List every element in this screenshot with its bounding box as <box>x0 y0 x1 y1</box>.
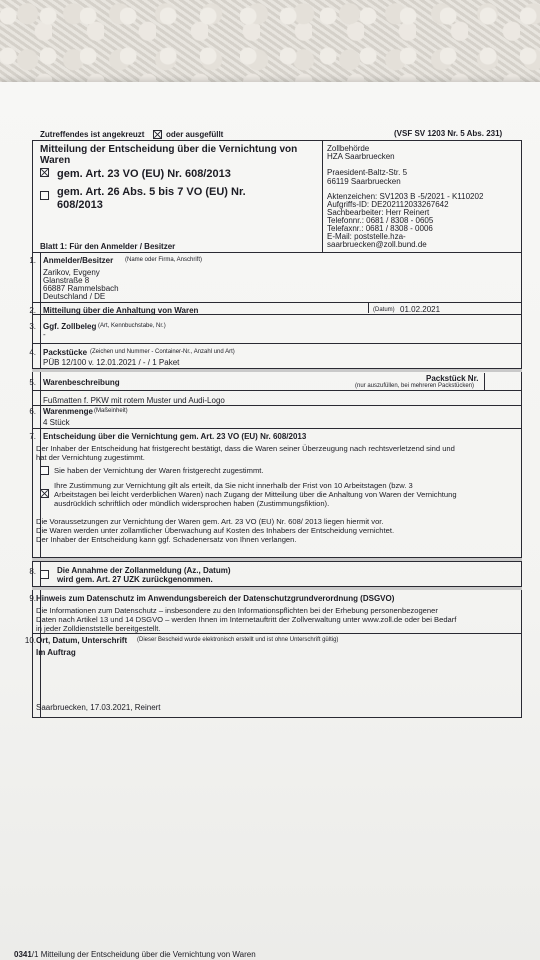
packages-value: PÜB 12/100 v. 12.01.2021 / - / 1 Paket <box>43 358 180 367</box>
consent-fiction-line-2: Arbeitstagen bei leicht verderblichen Waren) nach Zugang der Mitteilung über die Anhaltung von Waren der Vernichtung <box>54 490 457 499</box>
email-label: E-Mail: poststelle.hza- <box>327 232 406 241</box>
document-page <box>0 82 540 960</box>
goods-quantity: 4 Stück <box>43 418 70 427</box>
privacy-line-1: Die Informationen zum Datenschutz – insbesondere zu den Informationspflichten bei der Erhebung personenbezogener <box>36 606 438 615</box>
withdrawal-line-2: wird gem. Art. 27 UZK zurückgenommen. <box>57 575 213 584</box>
section-2-title: Mitteilung über die Anhaltung von Waren <box>43 306 199 315</box>
section-9-title: Hinweis zum Datenschutz im Anwendungsbereich der Datenschutzgrundverordnung (DSGVO) <box>36 594 395 603</box>
authority-name: HZA Saarbruecken <box>327 152 395 161</box>
form-reference: (VSF SV 1203 Nr. 5 Abs. 231) <box>394 129 503 138</box>
decision-outro-1: Die Voraussetzungen zur Vernichtung der Waren gem. Art. 23 VO (EU) Nr. 608/ 2013 liegen hiermit vor. <box>36 517 384 526</box>
telefon: Telefonnr.: 0681 / 8308 - 0605 <box>327 216 434 225</box>
consent-fiction-line-3: ausdrücklich schriftlich oder mündlich widersprochen haben (Zustimmungsfiktion). <box>54 499 330 508</box>
consent-given-checkbox[interactable] <box>40 466 49 475</box>
section-3-hint: (Art, Kennbuchstabe, Nr.) <box>98 323 166 329</box>
place-date-signature: Saarbruecken, 17.03.2021, Reinert <box>36 703 161 712</box>
section-5-number: 5. <box>29 378 36 387</box>
applicant-name: Zarikov, Evgeny <box>43 268 100 277</box>
document-title: Mitteilung der Entscheidung über die Vernichtung von <box>40 144 298 155</box>
decision-outro-3: Der Inhaber der Entscheidung kann ggf. Schadenersatz von Ihnen verlangen. <box>36 535 297 544</box>
section-3-title: Ggf. Zollbeleg <box>43 322 97 331</box>
section-6-hint: (Maßeinheit) <box>94 408 128 414</box>
package-number-label: Packstück Nr. <box>426 374 479 383</box>
section-6-number: 6. <box>29 407 36 416</box>
background-carpet <box>0 0 540 95</box>
sample-checkbox-icon <box>153 130 162 139</box>
section-10-title: Ort, Datum, Unterschrift <box>36 636 128 645</box>
section-10-hint: (Dieser Bescheid wurde elektronisch erstellt und ist ohne Unterschrift gültig) <box>137 637 339 643</box>
consent-given-label: Sie haben der Vernichtung der Waren fristgerecht zugestimmt. <box>54 466 264 475</box>
decision-outro-2: Die Waren werden unter zollamtlicher Überwachung auf Kosten des Inhabers der Entscheidung vernichtet. <box>36 526 395 535</box>
footer-suffix: /1 <box>31 950 39 959</box>
sachbearbeiter: Sachbearbeiter: Herr Reinert <box>327 208 430 217</box>
instruction-text: Zutreffendes ist angekreuzt <box>40 130 145 139</box>
section-2-number: 2. <box>29 306 36 315</box>
footer <box>14 950 256 959</box>
footer-code: 0341 <box>14 950 32 959</box>
section-8-number: 8. <box>29 567 36 576</box>
section-4-number: 4. <box>29 348 36 357</box>
instruction-suffix: oder ausgefüllt <box>166 130 224 139</box>
aufgriffs-id: Aufgriffs-ID: DE202112033267642 <box>327 200 449 209</box>
section-4-title: Packstücke <box>43 348 88 357</box>
section-10-number: 10. <box>24 636 36 645</box>
section-2-date-label: (Datum) <box>373 307 395 313</box>
option-art23-label: gem. Art. 23 VO (EU) Nr. 608/2013 <box>57 168 231 180</box>
customs-document-value: - <box>43 330 46 339</box>
aktenzeichen: Aktenzeichen: SV1203 B -5/2021 - K110202 <box>327 192 484 201</box>
privacy-line-2: Daten nach Artikel 13 und 14 DSGVO – werden Ihnen im Internetauftritt der Zollverwaltung unter www.zoll.de oder bei Bedarf <box>36 615 457 624</box>
telefax: Telefaxnr.: 0681 / 8308 - 0006 <box>327 224 433 233</box>
option-art23-checkbox[interactable] <box>40 168 49 177</box>
option-art26-label-cont: 608/2013 <box>57 199 103 211</box>
section-1-title: Anmelder/Besitzer <box>43 256 114 265</box>
section-1-hint: (Name oder Firma, Anschrift) <box>125 257 203 263</box>
decision-intro-1: Der Inhaber der Entscheidung hat fristgerecht bestätigt, dass die Waren seiner Überzeugung nach rechtsverletzend sind und <box>36 444 455 453</box>
applicant-street: Glanstraße 8 <box>43 276 90 285</box>
section-4-hint: (Zeichen und Nummer - Container-Nr., Anzahl und Art) <box>90 349 235 355</box>
option-art26-label: gem. Art. 26 Abs. 5 bis 7 VO (EU) Nr. <box>57 186 246 198</box>
applicant-city: 66887 Rammelsbach <box>43 284 119 293</box>
retention-date: 01.02.2021 <box>400 305 441 314</box>
section-3-number: 3. <box>29 322 36 331</box>
withdrawal-line-1: Die Annahme der Zollanmeldung (Az., Datum) <box>57 566 231 575</box>
email-address[interactable]: saarbruecken@zoll.bund.de <box>327 240 427 249</box>
authority-label: Zollbehörde <box>327 144 370 153</box>
section-9-number: 9. <box>29 594 36 603</box>
document-title-cont: Waren <box>40 155 71 166</box>
privacy-line-3: in jeder Zolldienststelle bereitgestellt. <box>36 624 161 633</box>
im-auftrag: Im Auftrag <box>36 648 76 657</box>
applicant-country: Deutschland / DE <box>43 292 106 301</box>
section-1-number: 1. <box>29 256 36 265</box>
decision-intro-2: hat der Vernichtung zugestimmt. <box>36 453 145 462</box>
authority-street: Praesident-Baltz-Str. 5 <box>327 168 408 177</box>
consent-fiction-line-1: Ihre Zustimmung zur Vernichtung gilt als erteilt, da Sie nicht innerhalb der Frist von 10 Arbeitstagen (bzw. 3 <box>54 481 413 490</box>
withdrawal-checkbox[interactable] <box>40 570 49 579</box>
authority-city: 66119 Saarbruecken <box>327 177 401 186</box>
goods-description: Fußmatten f. PKW mit rotem Muster und Audi-Logo <box>43 396 225 405</box>
section-7-number: 7. <box>29 432 36 441</box>
sheet-label: Blatt 1: Für den Anmelder / Besitzer <box>40 242 176 251</box>
title-divider <box>322 140 323 252</box>
footer-text: Mitteilung der Entscheidung über die Vernichtung von Waren <box>40 950 256 959</box>
option-art26-checkbox[interactable] <box>40 191 49 200</box>
package-number-hint: (nur auszufüllen, bei mehreren Packstücken) <box>355 383 475 389</box>
section-5-title: Warenbeschreibung <box>43 378 120 387</box>
consent-fiction-checkbox[interactable] <box>40 489 49 498</box>
section-7-title: Entscheidung über die Vernichtung gem. Art. 23 VO (EU) Nr. 608/2013 <box>43 432 307 441</box>
section-6-title: Warenmenge <box>43 407 93 416</box>
